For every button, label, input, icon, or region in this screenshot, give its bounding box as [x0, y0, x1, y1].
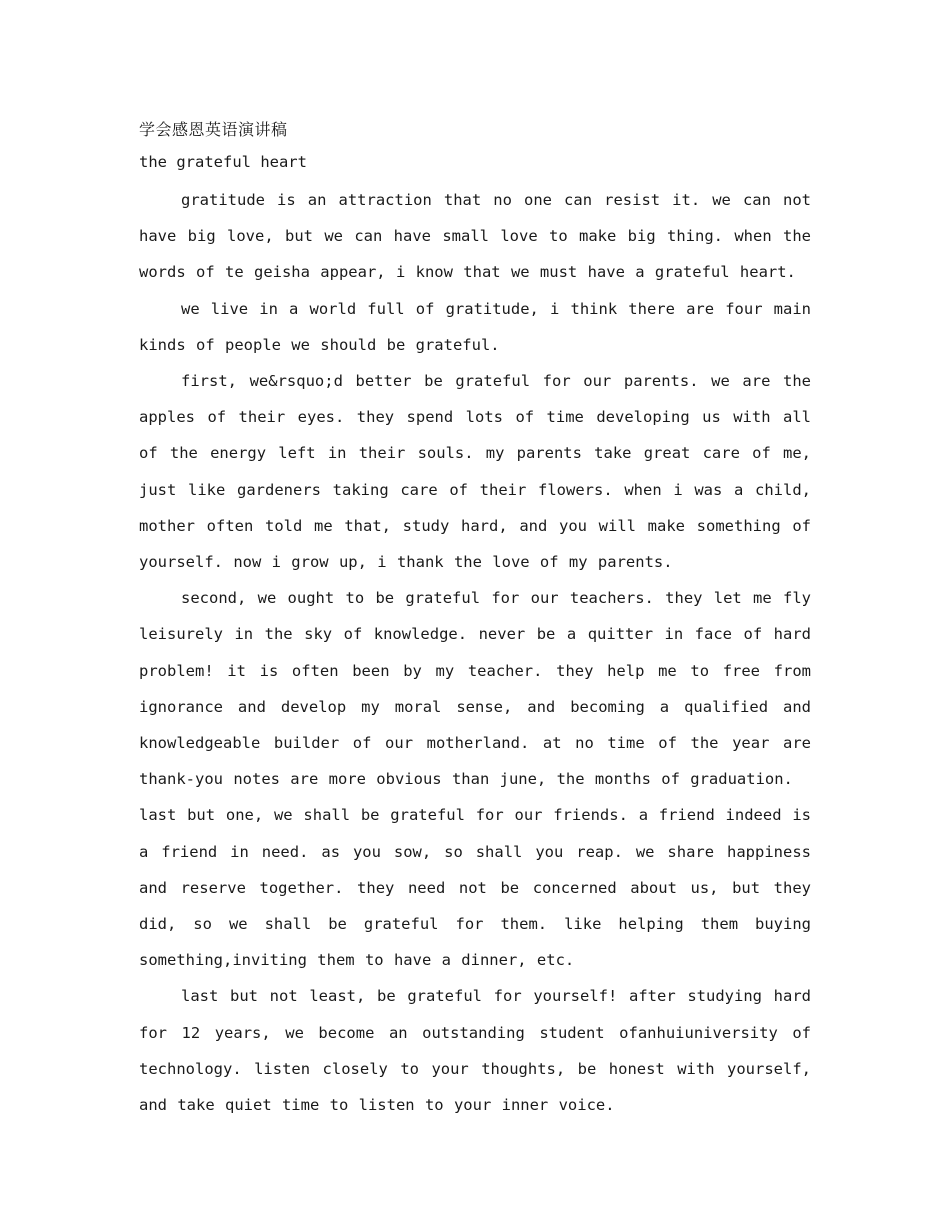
document-title: 学会感恩英语演讲稿 — [139, 120, 288, 139]
paragraph-four-kinds: we live in a world full of gratitude, i think there are four main kinds of people we should be grateful. — [139, 299, 811, 354]
document-subtitle: the grateful heart — [139, 153, 307, 171]
document-page — [139, 116, 811, 1123]
paragraph-yourself: last but not least, be grateful for yourself! after studying hard for 12 years, we become an outstanding student ofanhuiuniversity of technology. listen closely to your thoughts, be honest with yourself, and take quiet time to listen to your inner voice. — [139, 987, 811, 1115]
paragraph-parents: first, we&rsquo;d better be grateful for our parents. we are the apples of their eyes. they spend lots of time developing us with all of the energy left in their souls. my parents take great care of me, just like gardeners taking care of their flowers. when i was a child, mother often told me that, study hard, and you will make something of yourself. now i grow up, i thank the love of my parents. — [139, 372, 811, 572]
paragraph-intro: gratitude is an attraction that no one can resist it. we can not have big love, but we can have small love to make big thing. when the words of te geisha appear, i know that we must have a grateful heart. — [139, 191, 811, 282]
paragraph-friends: last but one, we shall be grateful for our friends. a friend indeed is a friend in need. as you sow, so shall you reap. we share happiness and reserve together. they need not be concerned about us, but they did, so we shall be grateful for them. like helping them buying something,inviting them to have a dinner, etc. — [139, 806, 811, 970]
paragraph-teachers: second, we ought to be grateful for our teachers. they let me fly leisurely in the sky of knowledge. never be a quitter in face of hard problem! it is often been by my teacher. they help me to free from ignorance and develop my moral sense, and becoming a qualified and knowledgeable builder of our motherland. at no time of the year are thank-you notes are more obvious than june, the months of graduation. — [139, 589, 811, 789]
